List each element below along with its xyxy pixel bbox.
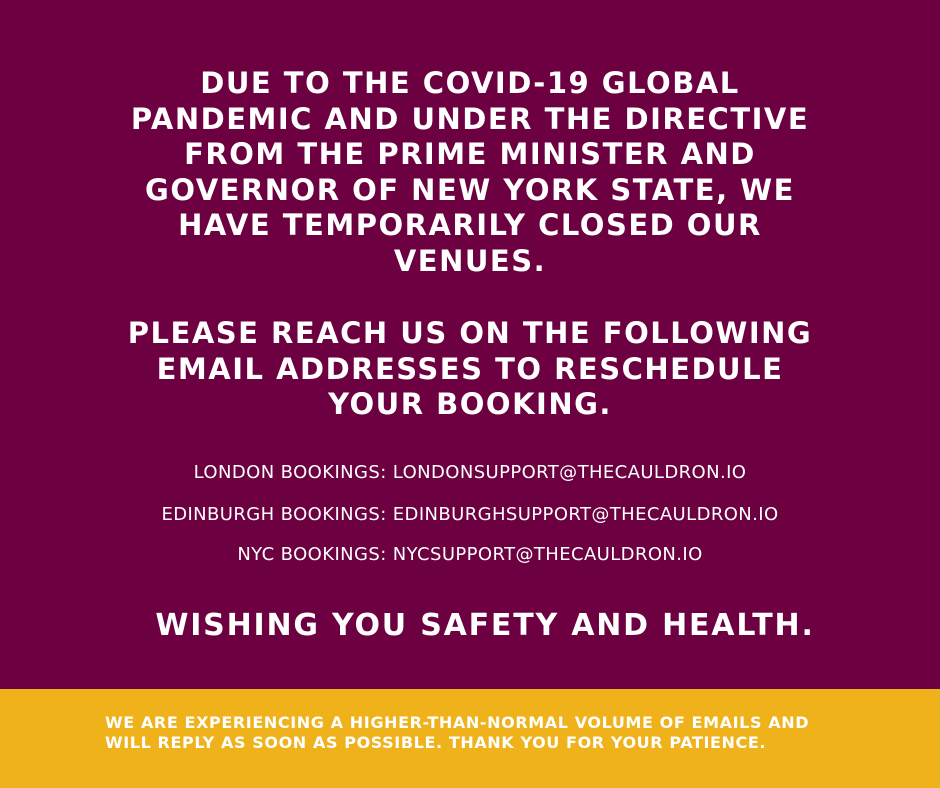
reach-line: PLEASE REACH US ON THE FOLLOWING [127, 316, 813, 350]
covid-closure-statement [0, 66, 940, 279]
notice-line: HAVE TEMPORARILY CLOSED OUR [178, 208, 762, 242]
reach-line: EMAIL ADDRESSES TO RESCHEDULE [156, 351, 784, 386]
notice-line: DUE TO THE COVID-19 GLOBAL [200, 66, 740, 100]
footer-line: WE ARE EXPERIENCING A HIGHER-THAN-NORMAL VOLUME OF EMAILS AND [105, 713, 810, 732]
london-bookings-contact: LONDON BOOKINGS: LONDONSUPPORT@THECAULDRON.IO [193, 462, 747, 483]
edinburgh-bookings-contact: EDINBURGH BOOKINGS: EDINBURGHSUPPORT@THECAULDRON.IO [161, 504, 779, 525]
footer-line: WILL REPLY AS SOON AS POSSIBLE. THANK YOU FOR YOUR PATIENCE. [105, 733, 767, 752]
footer-message [105, 713, 905, 753]
nyc-bookings-contact: NYC BOOKINGS: NYCSUPPORT@THECAULDRON.IO [237, 544, 703, 565]
closing-wish: WISHING YOU SAFETY AND HEALTH. [155, 608, 815, 643]
notice-line: PANDEMIC AND UNDER THE DIRECTIVE [130, 101, 810, 136]
notice-line: GOVERNOR OF NEW YORK STATE, WE [145, 172, 795, 207]
notice-line: VENUES. [393, 243, 547, 278]
footer-banner [0, 689, 940, 788]
notice-line: FROM THE PRIME MINISTER AND [184, 137, 756, 171]
reach-line: YOUR BOOKING. [328, 387, 612, 421]
reschedule-instructions [0, 316, 940, 423]
